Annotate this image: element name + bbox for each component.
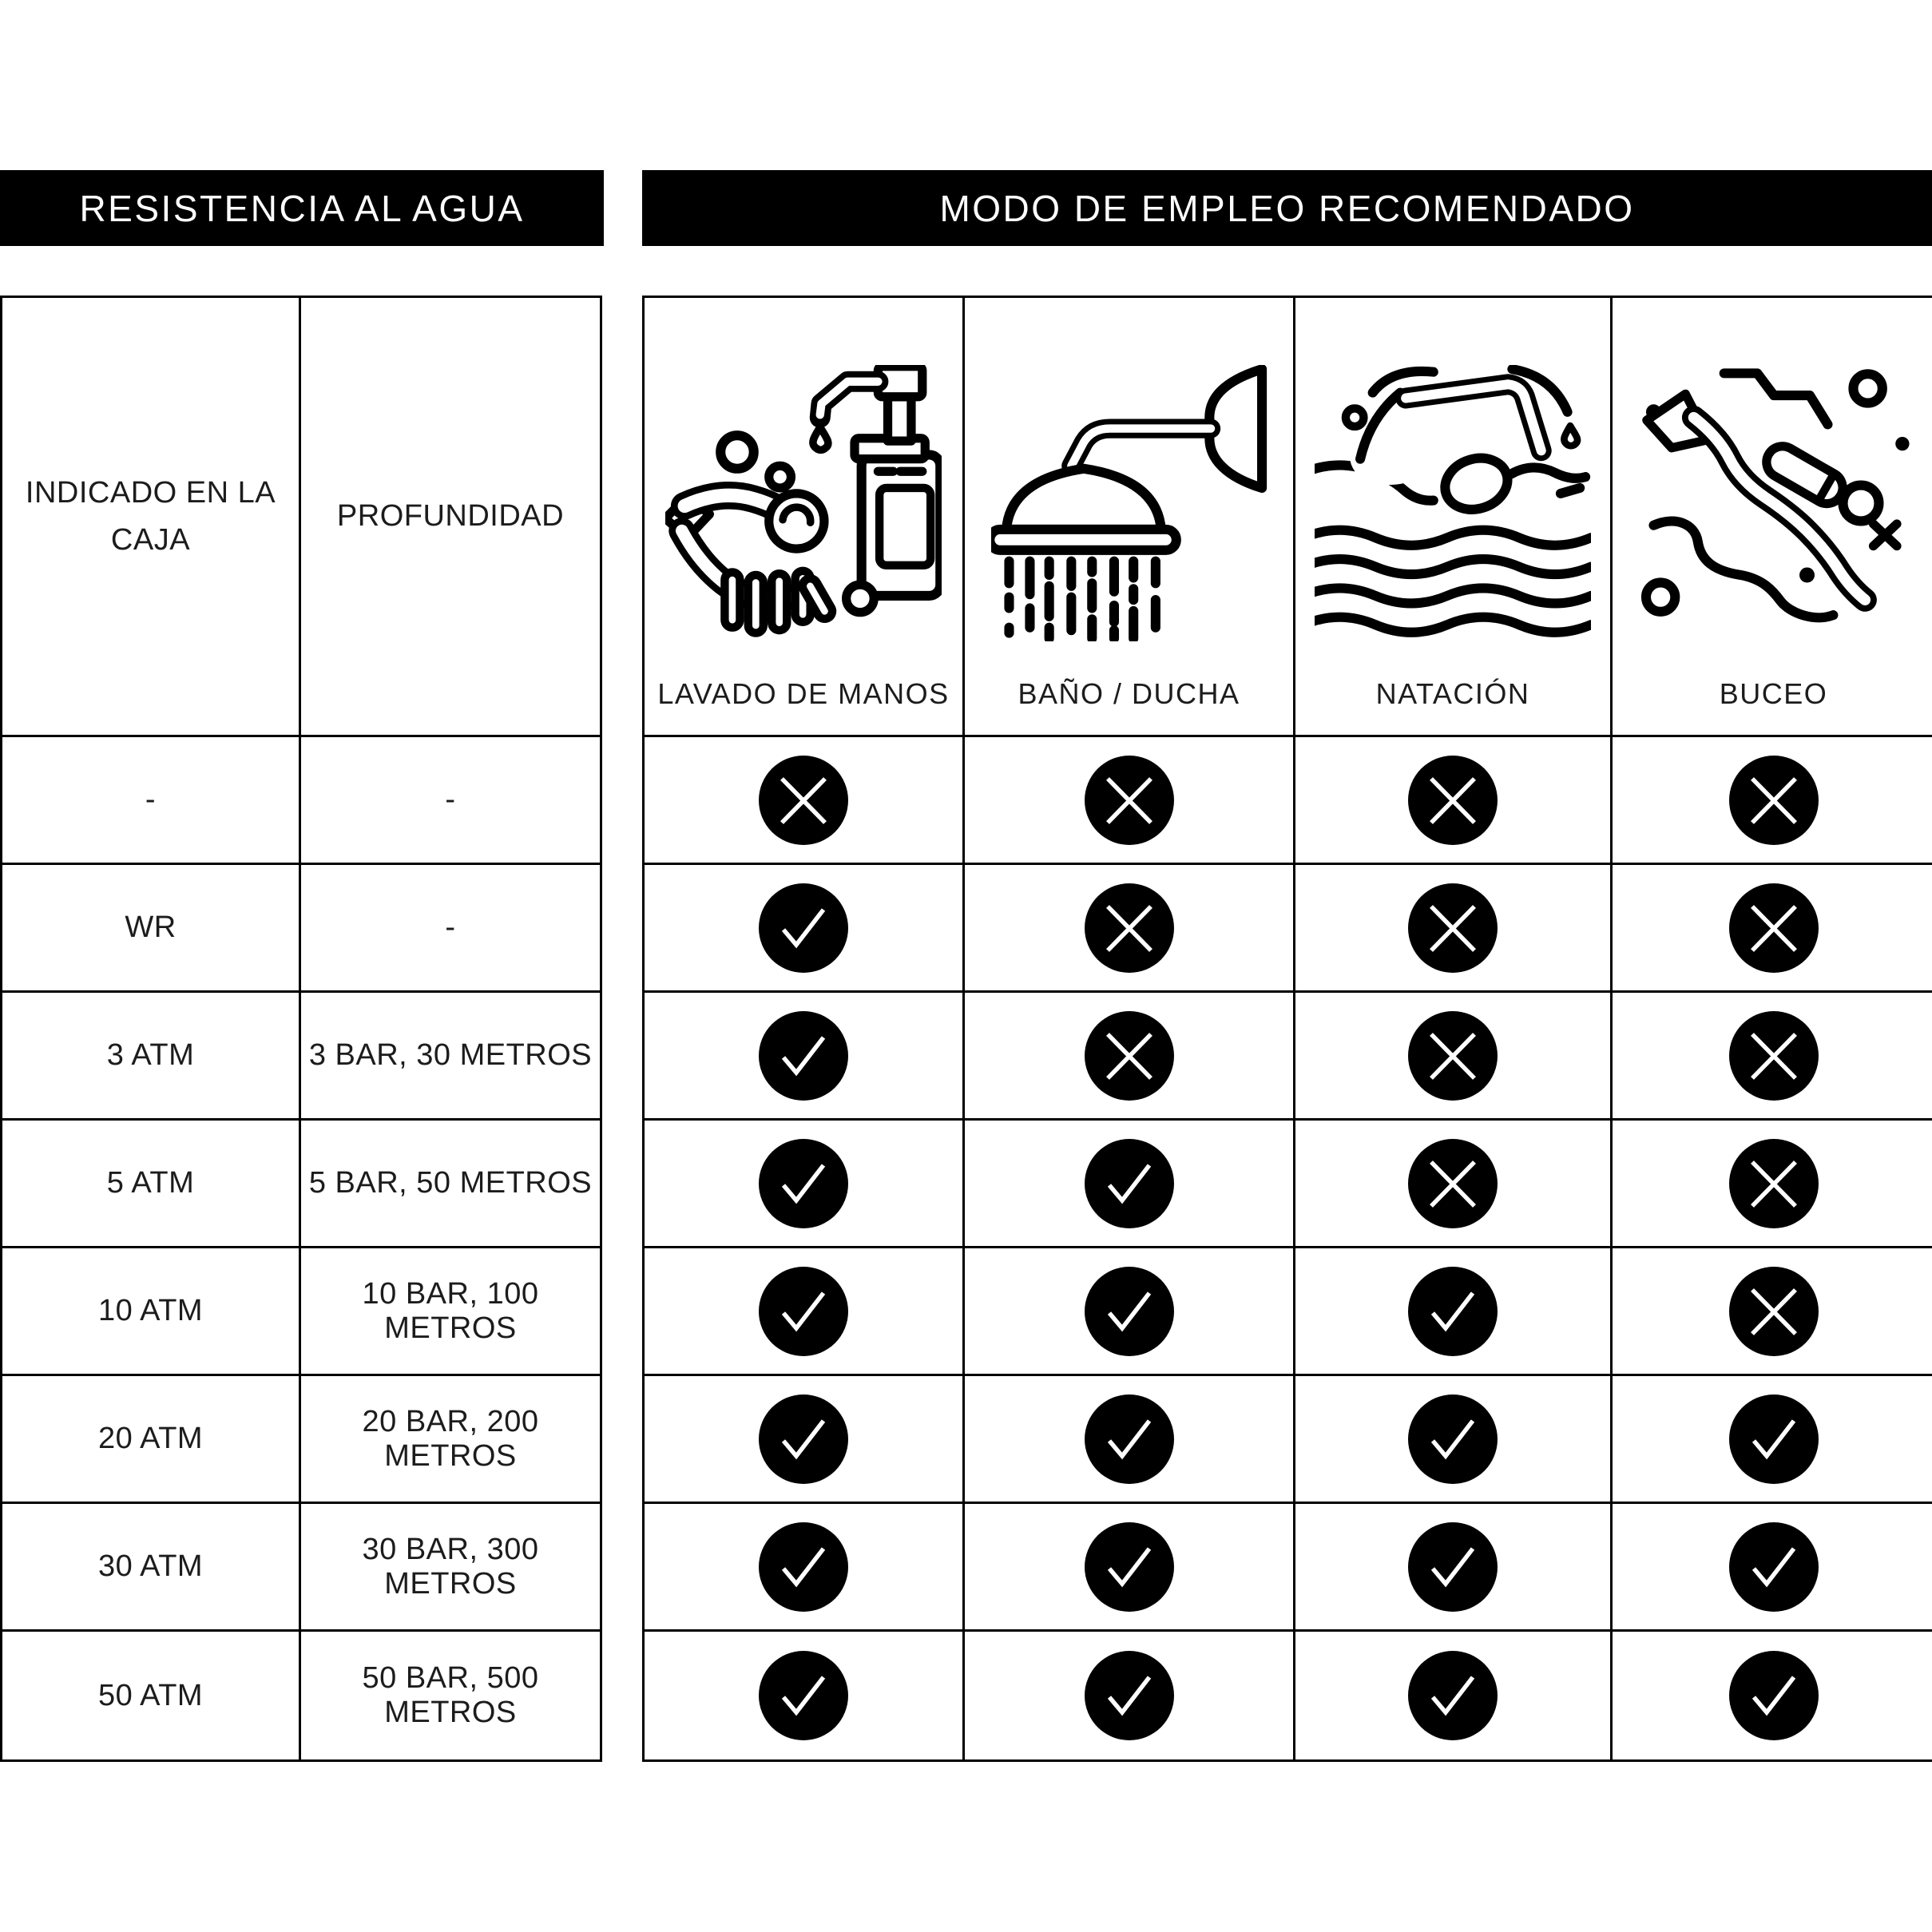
mark-cell [645, 1504, 965, 1632]
cross-icon [1085, 883, 1174, 973]
check-icon [759, 1139, 848, 1228]
check-icon [1085, 1139, 1174, 1228]
mark-cell [1295, 1632, 1613, 1759]
depth-cell: 50 BAR, 500 METROS [362, 1661, 539, 1729]
right-title: MODO DE EMPLEO RECOMENDADO [939, 187, 1635, 229]
depth-cell: - [301, 737, 600, 865]
check-icon [1085, 1651, 1174, 1740]
check-icon [759, 1394, 848, 1484]
mark-cell [1613, 1121, 1932, 1248]
mark-cell [1613, 1504, 1932, 1632]
mark-cell [645, 1376, 965, 1504]
cross-icon [1408, 1011, 1498, 1101]
mark-cell [965, 1504, 1295, 1632]
mark-cell [965, 993, 1295, 1121]
mark-cell [965, 1248, 1295, 1376]
mark-cell [1295, 1121, 1613, 1248]
depth-cell: 20 BAR, 200 METROS [301, 1376, 600, 1504]
check-icon [1085, 1522, 1174, 1612]
cross-icon [1729, 1011, 1819, 1101]
cross-icon [1729, 883, 1819, 973]
mark-cell [1613, 865, 1932, 993]
check-icon [759, 1011, 848, 1101]
right-header-bar [642, 170, 1932, 246]
check-icon [1085, 1267, 1174, 1356]
mark-cell [965, 1121, 1295, 1248]
column-header-profundidad-label: PROFUNDIDAD [336, 499, 565, 534]
mark-cell [645, 1121, 965, 1248]
mark-cell [1613, 1376, 1932, 1504]
check-icon [759, 1267, 848, 1356]
usage-column-label: LAVADO DE MANOS [657, 677, 950, 710]
swimming-icon [1315, 365, 1591, 641]
mark-cell [645, 1632, 965, 1759]
usage-column-swimming [1295, 298, 1613, 737]
column-header-caja-label: INDICADO EN LA CAJA [25, 475, 276, 557]
check-icon [1729, 1394, 1819, 1484]
mark-cell [645, 993, 965, 1121]
usage-column-label: BAÑO / DUCHA [1018, 677, 1240, 710]
mark-cell [1295, 1248, 1613, 1376]
usage-column-handwash [645, 298, 965, 737]
mark-cell [965, 737, 1295, 865]
usage-column-diving [1613, 298, 1932, 737]
depth-cell: 3 BAR, 30 METROS [301, 993, 600, 1121]
cross-icon [1085, 1011, 1174, 1101]
check-icon [1408, 1267, 1498, 1356]
atm-cell: WR [2, 865, 301, 993]
cross-icon [1408, 756, 1498, 845]
atm-cell: 20 ATM [2, 1376, 301, 1504]
cross-icon [1729, 1267, 1819, 1356]
mark-cell [1613, 1248, 1932, 1376]
cross-icon [1085, 756, 1174, 845]
mark-cell [645, 865, 965, 993]
cross-icon [1408, 1139, 1498, 1228]
mark-cell [1295, 1376, 1613, 1504]
check-icon [759, 1522, 848, 1612]
column-header-profundidad [301, 298, 600, 737]
atm-cell: 10 ATM [2, 1248, 301, 1376]
atm-cell: 30 ATM [2, 1504, 301, 1632]
check-icon [1408, 1522, 1498, 1612]
depth-cell: 30 BAR, 300 METROS [301, 1504, 600, 1632]
mark-cell [645, 737, 965, 865]
depth-cell: - [301, 865, 600, 993]
left-title: RESISTENCIA AL AGUA [79, 187, 525, 229]
left-header-bar [0, 170, 604, 246]
column-header-caja [2, 298, 301, 737]
handwash-icon [665, 365, 942, 641]
atm-cell: - [2, 737, 301, 865]
check-icon [759, 883, 848, 973]
mark-cell [1295, 993, 1613, 1121]
water-resistance-table [0, 296, 602, 1762]
cross-icon [1729, 756, 1819, 845]
check-icon [1408, 1651, 1498, 1740]
check-icon [1729, 1522, 1819, 1612]
atm-cell: 50 ATM [2, 1632, 301, 1759]
mark-cell [1295, 1504, 1613, 1632]
usage-column-label: BUCEO [1719, 677, 1828, 710]
cross-icon [759, 756, 848, 845]
cross-icon [1408, 883, 1498, 973]
shower-icon [991, 365, 1268, 641]
mark-cell [1613, 993, 1932, 1121]
mark-cell [965, 1632, 1295, 1759]
mark-cell [965, 865, 1295, 993]
mark-cell [1295, 865, 1613, 993]
mark-cell [645, 1248, 965, 1376]
usage-table [642, 296, 1932, 1762]
check-icon [1085, 1394, 1174, 1484]
check-icon [1408, 1394, 1498, 1484]
mark-cell [965, 1376, 1295, 1504]
usage-column-shower [965, 298, 1295, 737]
depth-cell: 10 BAR, 100 METROS [301, 1248, 600, 1376]
atm-cell: 3 ATM [2, 993, 301, 1121]
usage-column-label: NATACIÓN [1375, 677, 1530, 710]
mark-cell [1613, 737, 1932, 865]
cross-icon [1729, 1139, 1819, 1228]
check-icon [1729, 1651, 1819, 1740]
atm-cell: 5 ATM [2, 1121, 301, 1248]
check-icon [759, 1651, 848, 1740]
mark-cell [1295, 737, 1613, 865]
diving-icon [1636, 365, 1912, 641]
depth-cell: 5 BAR, 50 METROS [301, 1121, 600, 1248]
mark-cell [1613, 1632, 1932, 1759]
